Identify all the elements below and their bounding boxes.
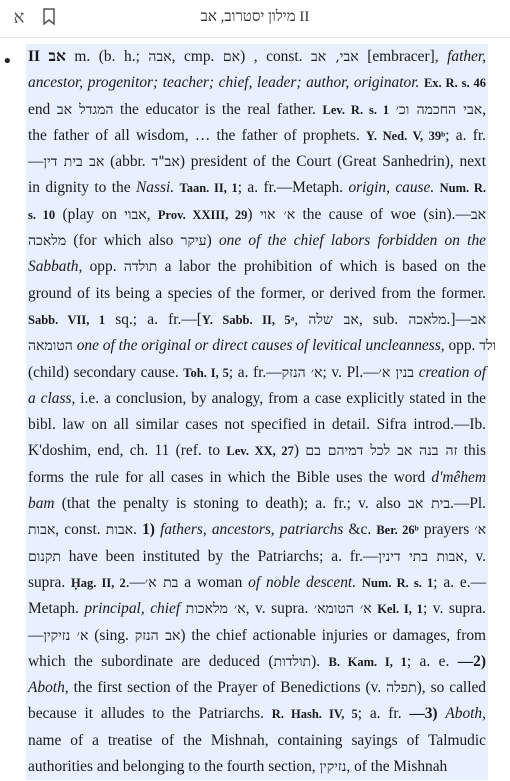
entry-text: — [28,153,44,171]
entry-line [28,544,486,570]
entry-text: ; a. fr. [445,126,486,144]
entry-text: ) [206,232,219,250]
source-reference: Taan. II, 1 [179,181,238,196]
entry-text: ) the chief actionable injuries or damages, from [180,626,486,644]
hebrew-text: הטומאה [28,338,73,355]
source-reference: R. Hash. IV, 5 [271,707,358,722]
entry-text: prayers [418,521,475,539]
sense-number: —2) [457,652,486,670]
entry-text: Metaph. [28,600,85,618]
top-bar [0,0,510,38]
italic-gloss: bam [28,495,55,513]
source-reference: Kel. I, 1 [377,602,423,617]
entry-text: opp. [444,337,480,355]
entry-line [28,517,486,543]
entry-text: forms the rule for all cases in which the Bible uses the word [28,468,432,486]
entry-text: (that the penalty is stoning to death); a. fr.; v. also [54,495,409,513]
entry-text: , const. [55,521,106,539]
entry-line [28,123,486,149]
source-reference: Num. R. [439,181,486,196]
italic-gloss: one of the chief labors forbidden on the [218,232,486,250]
entry-line [28,254,486,280]
entry-line [28,307,486,333]
hebrew-text: אבי החכמה וכ׳ [395,101,483,118]
entry-text: ), so called [416,679,486,697]
entry-line [28,491,486,517]
entry-text [389,101,396,118]
italic-gloss: Sabbath, [28,258,83,276]
source-reference: Lev. XX, 27 [226,444,294,459]
entry-text: end [28,100,57,118]
source-reference: Lev. R. s. 1 [322,102,390,117]
hebrew-text: א׳ [474,522,486,539]
entry-text: ) , const. [240,48,312,65]
entry-text: (for which also [66,232,181,250]
entry-text: , [146,205,158,223]
entry-line [28,649,486,675]
italic-gloss: Aboth, [28,679,69,697]
hebrew-text: אב בית דין [43,154,105,171]
list-bullet: • [2,51,13,72]
entry-text: ). [311,652,329,670]
hebrew-text: בית אב [408,496,451,513]
entry-line [28,412,486,438]
italic-gloss: fathers, ancestors, patriarchs [160,521,344,539]
entry-text: this [457,442,486,460]
entry-line [28,228,486,254]
source-reference: Num. R. s. 1 [361,575,434,590]
hebrew-text: ולד [479,338,497,355]
hebrew-text: תקנום [28,548,61,565]
italic-gloss: Nassi. [136,179,175,197]
hebrew-text: אבוי [124,206,147,223]
entry-text: a labor the prohibition of which is based on the [157,258,486,276]
entry-line [28,175,486,201]
entry-text: ; v. Pl.— [322,363,379,381]
entry-text: . [133,521,143,539]
entry-text: opp. [82,258,124,276]
italic-gloss: Aboth, [445,705,486,723]
entry-text: [embracer], [358,48,448,65]
hebrew-text: עיקר [180,233,207,250]
entry-text: m. (b. h.; [65,48,149,65]
entry-text: , v. supra. [245,600,314,618]
entry-text: name of a treatise of the Mishnah, containing sayings of Talmudic [28,731,486,749]
entry-text: ) [247,205,260,223]
hebrew-text: בת א׳ [145,574,179,591]
hebrew-text: תולדות [273,653,312,670]
hebrew-text: א׳ נזיקין [43,627,89,644]
italic-gloss: creation of [418,363,486,381]
entry-text: the first section of the Prayer of Benedictions (v. [68,679,387,697]
entry-text: (child) secondary cause. [28,363,184,381]
entry-text: in dignity to the [28,179,136,197]
entry-text: , sub. [358,310,409,328]
entry-text: .—Pl. [450,495,486,513]
entry-line [28,44,486,70]
source-reference: Ber. 26ᵇ [376,523,419,538]
entry-line [28,281,486,307]
hebrew-text: נזיקין [319,759,347,776]
entry-line [28,465,486,491]
entry-text: i.e. a conclusion, by analogy, from a case explicitly stated in the [75,389,486,407]
entry-text: ; a. fr.— [228,363,282,381]
entry-text: , [482,100,486,118]
hebrew-text: אבות בתי דינין [378,548,464,565]
entry-line [28,570,486,596]
hebrew-text: א׳ הנזק [281,364,323,381]
entry-text: have been instituted by the Patriarchs; a. fr.— [60,547,379,565]
entry-text: the educator is the real father. [113,100,323,118]
italic-gloss: father, [447,48,487,65]
entry-text: sq.; a. fr.—[ [105,310,202,328]
entry-text: bibl. law on all similar cases not specified in detail. Sifra introd.—Ib. [28,416,486,434]
entry-text: the father of all wisdom, … the father of prophets. [28,126,367,144]
entry-line [28,333,497,359]
page-title: מילון יסטרוב, אב II [200,9,310,25]
hebrew-text: תפלה [386,680,417,697]
source-reference: s. 10 [28,207,56,222]
source-reference: Ex. R. s. 46 [423,76,486,91]
source-reference: B. Kam. I, 1 [328,654,407,669]
sense-number: —3) [409,705,438,723]
entry-text: K'doshim, end, ch. 11 (ref. to [28,442,227,460]
hebrew-text: א׳ הטומא׳ [313,601,372,618]
italic-gloss: principal, chief [84,600,181,618]
entry-text: authorities and belonging to the fourth section, [28,758,320,776]
entry-text: , v. [463,547,486,565]
entry-line [28,70,486,96]
sense-number: 1) [142,521,155,539]
entry-text: ; a. e.— [433,573,486,591]
hebrew-text: אב"ד [151,154,180,171]
hebrew-text: א׳ מלאכות [185,601,246,618]
hebrew-text: מלאכה [408,311,447,328]
hebrew-text: א׳ אוי [259,206,296,223]
entry-text: (abbr. [104,153,152,171]
source-reference: Y. Ned. V, 39ᵇ [366,128,446,143]
hebrew-text: המגדל אב [56,101,114,118]
source-reference: Sabb. VII, 1 [28,312,106,327]
entry-text: ) [293,442,306,460]
entry-text: ; a. fr.—Metaph. [237,179,349,197]
hebrew-text: אבי, אב [311,49,359,65]
hebrew-text: אב [470,206,486,223]
italic-gloss: of noble descent. [248,573,357,591]
italic-gloss: one of the original or direct causes of levitical uncleanness, [76,337,445,355]
entry-text: , cmp. [171,48,223,65]
entry-text: (play on [55,205,125,223]
entry-line [28,438,486,464]
entry-line [28,386,486,412]
source-reference: Y. Sabb. II, 5ᵃ [201,312,295,327]
content-area [0,38,510,781]
entry-text: ; v. supra. [422,600,487,618]
entry-text: because it alludes to the Patriarchs. [28,705,272,723]
italic-gloss: d'mêhem [431,468,486,486]
entry-line [28,360,486,386]
hebrew-text: אבות [105,522,134,539]
font-size-icon[interactable]: א [13,6,25,28]
source-reference: Prov. XXIII, 29 [157,207,248,222]
entry-text: (sing. [88,626,135,644]
entry-text: which the subordinate are deduced ( [28,652,274,670]
italic-gloss: origin, cause. [348,179,435,197]
entry-line [28,596,486,622]
entry-line [28,675,486,701]
hebrew-text: אב [470,311,486,328]
source-reference: Ḥag. II, 2 [71,575,126,590]
entry-text: ) president of the Court (Great Sanhedrin), next [179,153,487,171]
hebrew-text: אבות [28,522,56,539]
entry-text: the cause of woe (sin).— [295,205,471,223]
entry-text: a woman [178,573,249,591]
hebrew-text: אבה [148,49,172,65]
entry-line [28,202,486,228]
hebrew-text: אב שלה [308,311,359,328]
entry-line [28,149,486,175]
entry-text: ; a. fr. [357,705,410,723]
entry-line [28,623,486,649]
entry-line [28,754,486,780]
hebrew-text: מלאכה [28,233,67,250]
entry-text: &c. [343,521,377,539]
hebrew-text: זה בנה אב לכל דמיהם בם [305,443,458,460]
entry-line [28,728,486,754]
entry-text: — [28,626,44,644]
entry-text: , of the Mishnah [346,758,448,776]
hebrew-text: אם [222,49,241,65]
entry-line [28,97,486,123]
hebrew-text: בנין א׳ [378,364,415,381]
entry-text: ground of its being a species of the former, or derived from the former. [28,284,486,302]
dictionary-entry [26,44,497,780]
entry-line [28,701,486,727]
italic-gloss: ancestor, progenitor; teacher; chief, leader; author, originator. [28,74,420,92]
entry-text: .]— [446,310,471,328]
entry-text: , [294,310,309,328]
headword: II אב [28,48,66,65]
hebrew-text: תולדה [123,259,158,276]
hebrew-text: אב הנזק [134,627,181,644]
italic-gloss: a class, [28,389,76,407]
entry-text: supra. [28,573,72,591]
source-reference: Toh. I, 5 [183,365,229,380]
entry-text: ; a. e. [406,652,458,670]
entry-text: .— [125,573,146,591]
